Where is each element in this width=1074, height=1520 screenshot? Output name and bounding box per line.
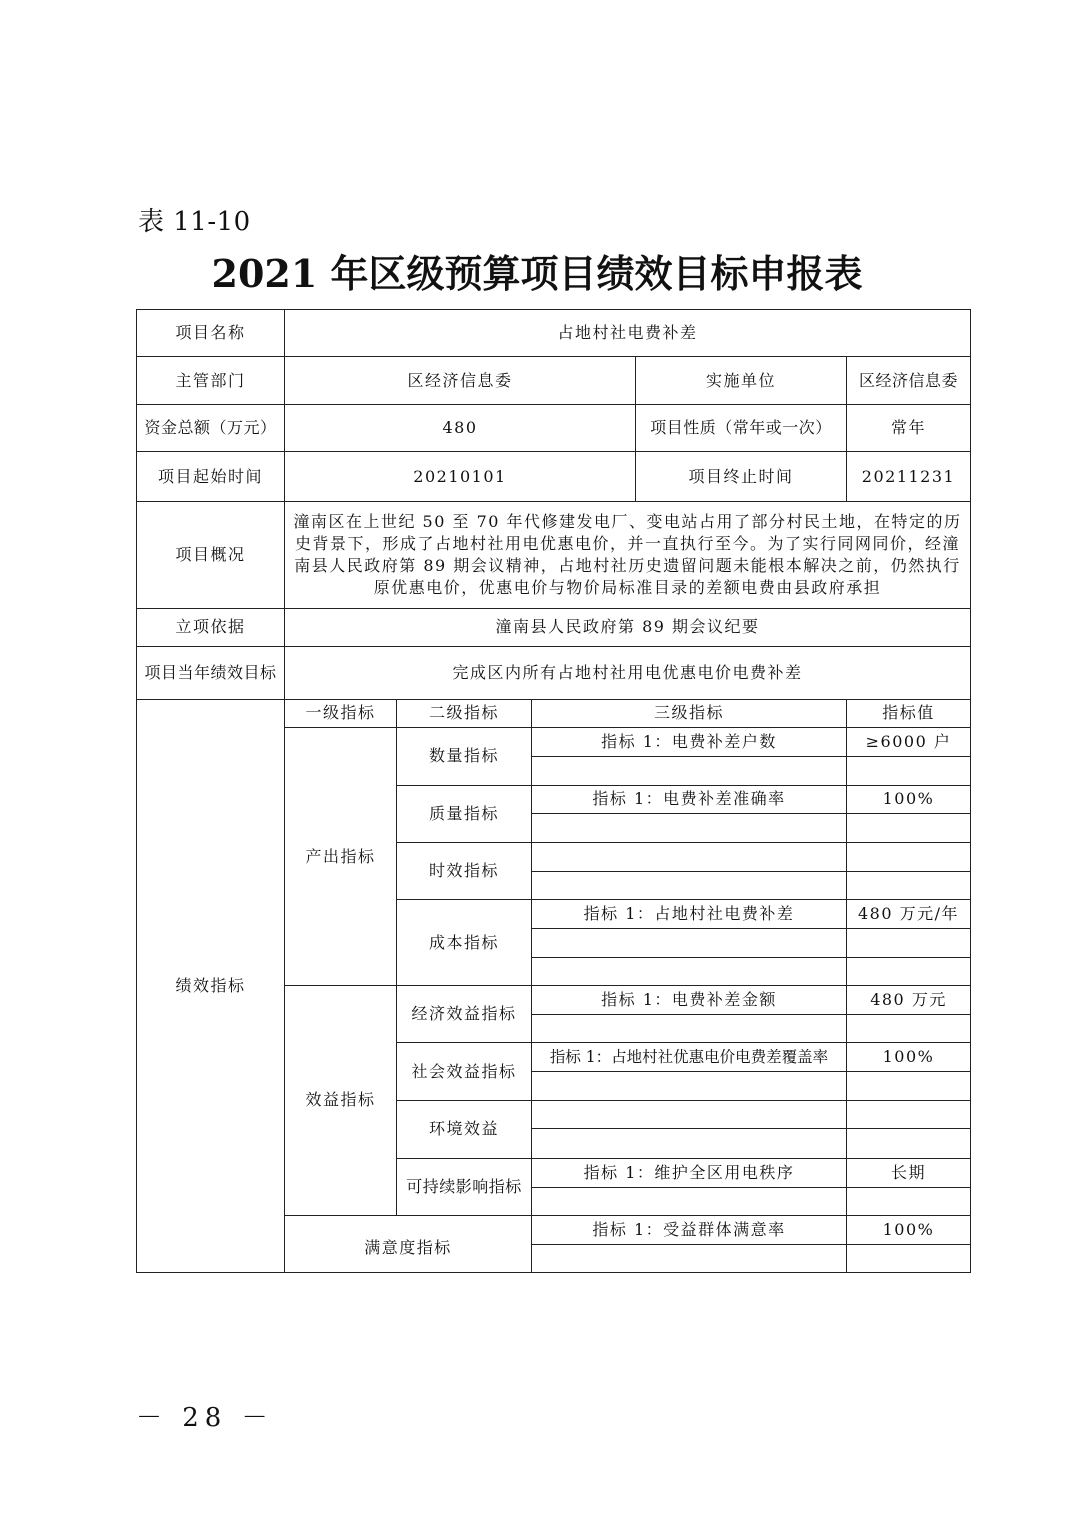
benefit-indicators-label: 效益指标 — [285, 986, 397, 1215]
empty-cell — [532, 1101, 847, 1129]
social-value: 100% — [847, 1043, 971, 1072]
end-date-label: 项目终止时间 — [636, 452, 847, 502]
table-row — [137, 452, 971, 502]
indicator-header-row — [137, 699, 971, 727]
project-nature-label: 项目性质（常年或一次） — [636, 405, 847, 452]
cost-metric: 指标 1：占地村社电费补差 — [532, 900, 847, 929]
satisfaction-indicator-label: 满意度指标 — [285, 1215, 532, 1272]
table-row — [137, 608, 971, 646]
annual-goal-value: 完成区内所有占地村社用电优惠电价电费补差 — [285, 646, 971, 699]
empty-cell — [847, 1072, 971, 1101]
table-row — [137, 357, 971, 405]
table-row — [137, 310, 971, 357]
quality-value: 100% — [847, 785, 971, 813]
empty-cell — [532, 1015, 847, 1043]
page-number: － 28 － — [136, 1403, 274, 1433]
level2-header: 二级指标 — [397, 699, 532, 727]
sustainability-label: 可持续影响指标 — [397, 1158, 532, 1215]
empty-cell — [847, 872, 971, 900]
satisfaction-value: 100% — [847, 1215, 971, 1244]
document-title: 2021 年区级预算项目绩效目标申报表 — [211, 251, 863, 296]
project-name-value: 占地村社电费补差 — [285, 310, 971, 357]
implementing-unit-value: 区经济信息委 — [847, 357, 971, 405]
empty-cell — [532, 1072, 847, 1101]
basis-value: 潼南县人民政府第 89 期会议纪要 — [285, 608, 971, 646]
end-date-value: 20211231 — [847, 452, 971, 502]
empty-cell — [847, 1244, 971, 1272]
performance-indicators-label: 绩效指标 — [137, 699, 285, 1272]
department-value: 区经济信息委 — [285, 357, 636, 405]
total-funds-value: 480 — [285, 405, 636, 452]
annual-goal-label: 项目当年绩效目标 — [137, 646, 285, 699]
empty-cell — [847, 1101, 971, 1129]
empty-cell — [847, 1129, 971, 1158]
economic-benefit-label: 经济效益指标 — [397, 986, 532, 1043]
basis-label: 立项依据 — [137, 608, 285, 646]
sustainability-metric: 指标 1：维护全区用电秩序 — [532, 1158, 847, 1187]
empty-cell — [847, 813, 971, 842]
table-row — [137, 646, 971, 699]
budget-performance-table — [136, 309, 971, 1273]
social-benefit-label: 社会效益指标 — [397, 1043, 532, 1101]
empty-cell — [847, 1187, 971, 1215]
economic-value: 480 万元 — [847, 986, 971, 1015]
empty-cell — [532, 813, 847, 842]
quality-metric: 指标 1：电费补差准确率 — [532, 785, 847, 813]
empty-cell — [532, 1244, 847, 1272]
level3-header: 三级指标 — [532, 699, 847, 727]
overview-text: 潼南区在上世纪 50 至 70 年代修建发电厂、变电站占用了部分村民土地，在特定的历史背景下，形成了占地村社用电优惠电价，并一直执行至今。为了实行同网同价，经潼南县人民政府第 89 期会议精神，占地村社历史遗留问题未能根本解决之前，仍然执行原优惠电价，优惠电价与物价局标准目录的差额电费由县政府承担 — [285, 502, 971, 608]
sustainability-value: 长期 — [847, 1158, 971, 1187]
satisfaction-metric: 指标 1：受益群体满意率 — [532, 1215, 847, 1244]
quality-indicator-label: 质量指标 — [397, 785, 532, 842]
output-indicators-label: 产出指标 — [285, 727, 397, 985]
table-row — [137, 502, 971, 608]
implementing-unit-label: 实施单位 — [636, 357, 847, 405]
quantity-indicator-label: 数量指标 — [397, 727, 532, 785]
cost-value: 480 万元/年 — [847, 900, 971, 929]
start-date-label: 项目起始时间 — [137, 452, 285, 502]
department-label: 主管部门 — [137, 357, 285, 405]
environment-benefit-label: 环境效益 — [397, 1101, 532, 1158]
empty-cell — [847, 1015, 971, 1043]
empty-cell — [532, 872, 847, 900]
table-row — [137, 405, 971, 452]
empty-cell — [532, 929, 847, 958]
total-funds-label: 资金总额（万元） — [137, 405, 285, 452]
table-number-label: 表 11-10 — [138, 207, 251, 237]
quantity-value: ≥6000 户 — [847, 727, 971, 756]
quantity-metric: 指标 1：电费补差户数 — [532, 727, 847, 756]
empty-cell — [532, 843, 847, 872]
empty-cell — [532, 756, 847, 785]
value-header: 指标值 — [847, 699, 971, 727]
empty-cell — [532, 1187, 847, 1215]
empty-cell — [847, 958, 971, 986]
empty-cell — [532, 1129, 847, 1158]
project-nature-value: 常年 — [847, 405, 971, 452]
social-metric: 指标 1：占地村社优惠电价电费差覆盖率 — [532, 1043, 847, 1072]
empty-cell — [847, 929, 971, 958]
empty-cell — [532, 958, 847, 986]
level1-header: 一级指标 — [285, 699, 397, 727]
overview-label: 项目概况 — [137, 502, 285, 608]
timeliness-indicator-label: 时效指标 — [397, 843, 532, 900]
empty-cell — [847, 843, 971, 872]
start-date-value: 20210101 — [285, 452, 636, 502]
project-name-label: 项目名称 — [137, 310, 285, 357]
cost-indicator-label: 成本指标 — [397, 900, 532, 986]
economic-metric: 指标 1：电费补差金额 — [532, 986, 847, 1015]
empty-cell — [847, 756, 971, 785]
